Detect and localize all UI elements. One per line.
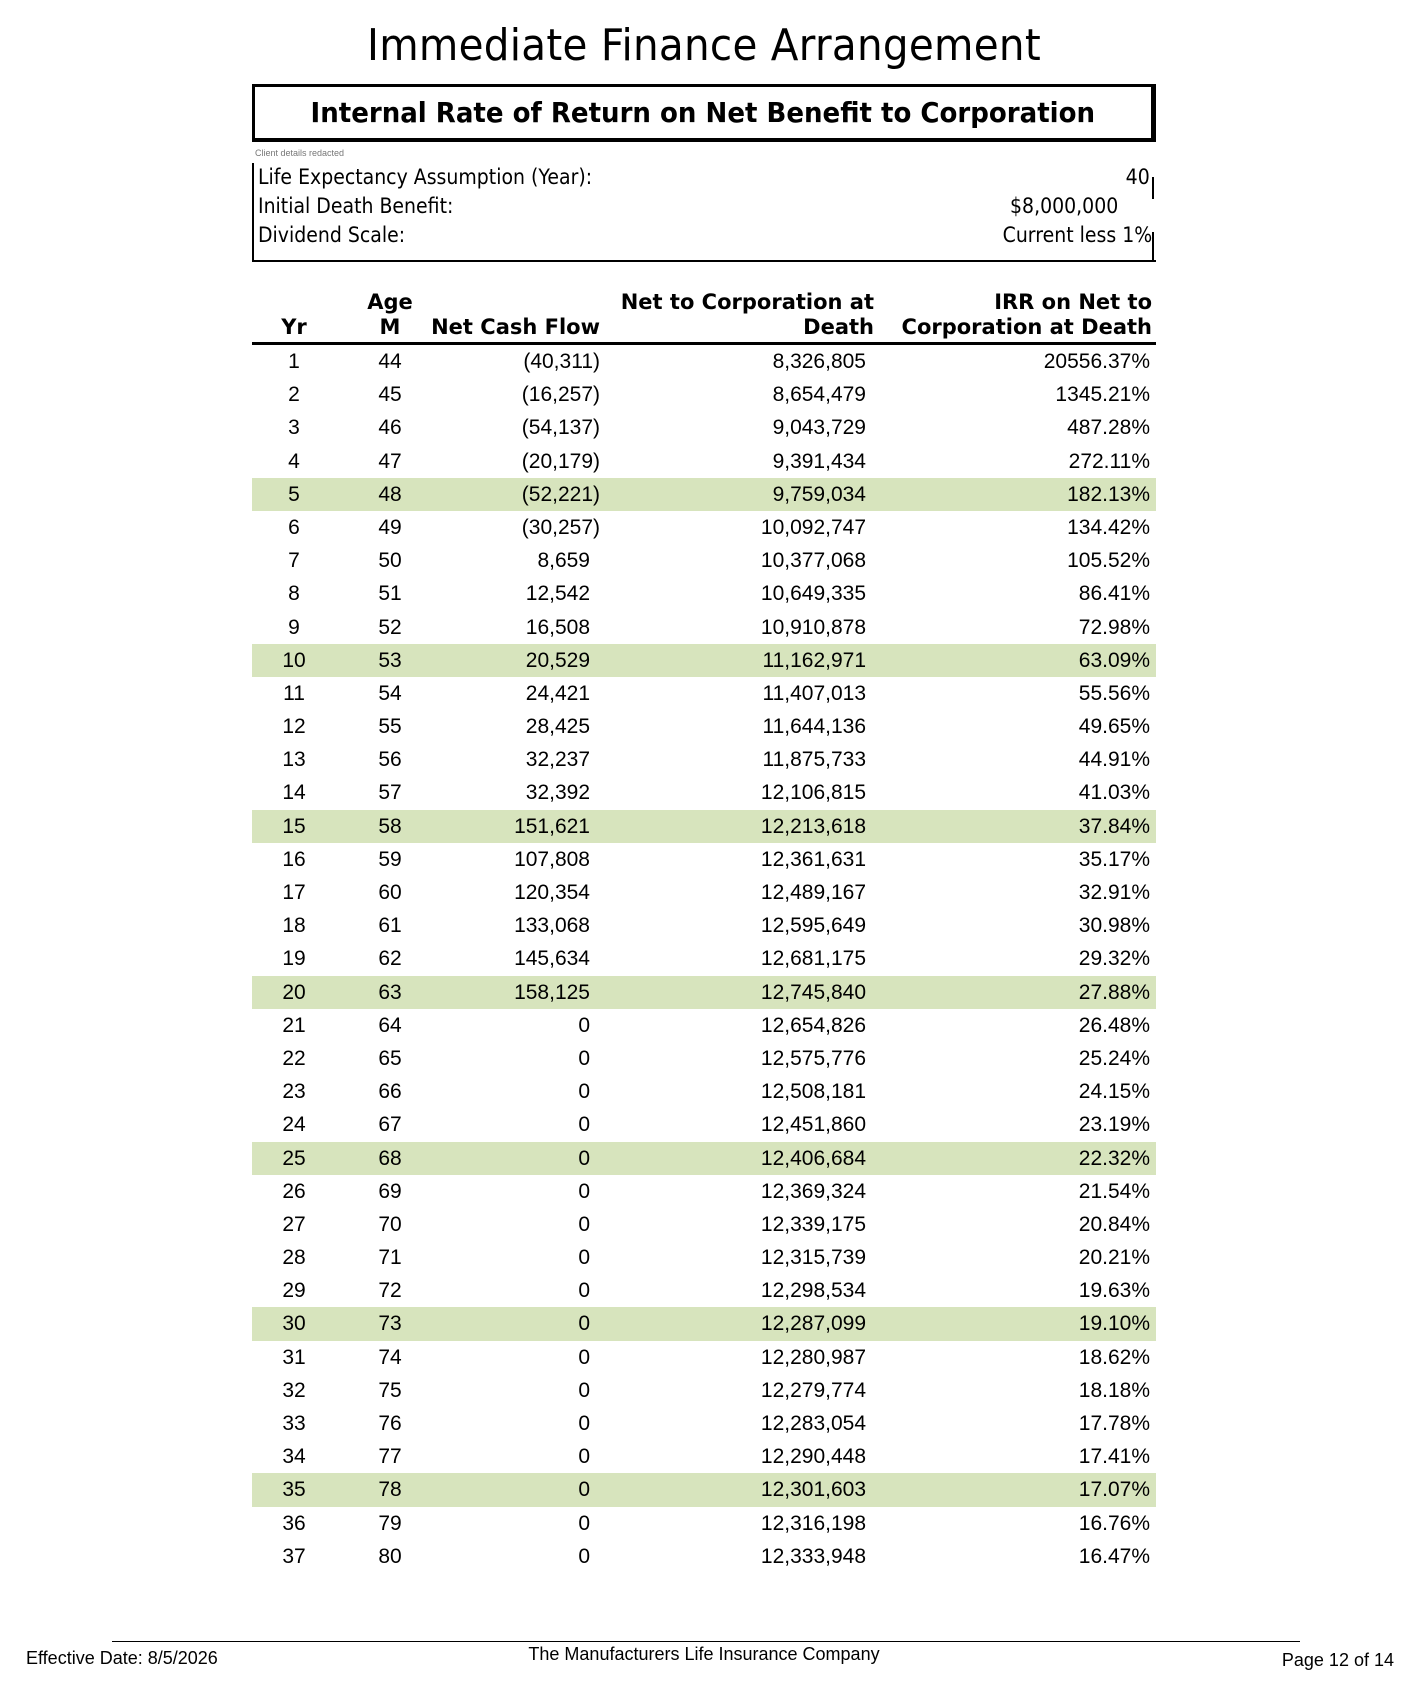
cell-irr: 29.32% [1078,947,1150,971]
cell-net-to-corporation: 12,369,324 [760,1179,866,1203]
cell-net-to-corporation: 12,301,603 [760,1478,866,1502]
cell-yr: 24 [282,1113,306,1137]
page-title: Immediate Finance Arrangement [366,20,1042,71]
cell-net-to-corporation: 8,654,479 [772,383,866,407]
cell-yr: 5 [288,482,300,506]
table-row [252,810,1156,843]
cell-age: 48 [378,482,402,506]
cell-irr: 30.98% [1078,914,1150,938]
cell-yr: 36 [282,1511,306,1535]
table-row [252,644,1156,677]
cell-irr: 35.17% [1078,847,1150,871]
cell-net-cash-flow: 0 [578,1544,590,1568]
cell-net-cash-flow: 24,421 [525,681,590,705]
column-header-irr [902,290,1152,340]
table-row [252,1374,1156,1407]
table-row [252,1507,1156,1540]
table-row [252,942,1156,975]
table-row [252,577,1156,610]
cell-irr: 26.48% [1078,1013,1150,1037]
cell-age: 72 [378,1279,402,1303]
assumption-value: $8,000,000 [1009,194,1118,218]
table-row [252,976,1156,1009]
cell-irr: 16.47% [1078,1544,1150,1568]
cell-irr: 18.62% [1078,1345,1150,1369]
cell-net-to-corporation: 12,298,534 [760,1279,866,1303]
cell-net-to-corporation: 11,407,013 [762,681,866,705]
cell-age: 52 [378,615,402,639]
assumption-death-benefit [254,192,1156,221]
cell-age: 73 [378,1312,402,1336]
cell-yr: 3 [288,416,300,440]
cell-age: 68 [378,1146,402,1170]
cell-irr: 44.91% [1078,748,1150,772]
cell-net-to-corporation: 11,162,971 [762,648,866,672]
column-header-net-to-corporation [621,290,874,340]
cell-irr: 487.28% [1067,416,1150,440]
cell-yr: 19 [282,947,306,971]
cell-yr: 35 [282,1478,306,1502]
table-row [252,743,1156,776]
table-row [252,378,1156,411]
cell-irr: 55.56% [1078,681,1150,705]
assumption-label: Dividend Scale: [258,223,406,247]
assumption-divider [1152,177,1154,199]
table-row [252,1175,1156,1208]
table-row [252,1042,1156,1075]
cell-net-cash-flow: 107,808 [514,847,590,871]
cell-age: 64 [378,1013,402,1037]
table-header [252,280,1156,345]
report-title-box [252,84,1156,142]
cell-net-cash-flow: (54,137) [521,416,600,440]
cell-net-to-corporation: 12,283,054 [760,1412,866,1435]
assumption-label: Initial Death Benefit: [258,194,454,218]
cell-irr: 17.78% [1078,1412,1150,1435]
cell-net-cash-flow: 0 [578,1246,590,1270]
cell-age: 70 [378,1212,402,1236]
table-row [252,1540,1156,1573]
cell-irr: 20.84% [1078,1212,1150,1236]
cell-net-to-corporation: 12,106,815 [760,781,866,805]
cell-irr: 23.19% [1078,1113,1150,1137]
footer-page-number: Page 12 of 14 [1281,1650,1394,1670]
cell-yr: 17 [282,881,306,904]
cell-age: 61 [378,914,402,938]
table-row [252,1009,1156,1042]
cell-net-cash-flow: 0 [578,1080,590,1104]
cell-irr: 19.10% [1078,1312,1150,1336]
cell-net-to-corporation: 12,406,684 [760,1146,866,1170]
cell-yr: 33 [282,1412,306,1435]
table-row [252,1241,1156,1274]
cell-net-to-corporation: 12,508,181 [760,1080,866,1104]
cell-net-cash-flow: 0 [578,1511,590,1535]
cell-yr: 4 [288,449,300,473]
table-row [252,1208,1156,1241]
cell-age: 47 [378,449,402,473]
cell-net-to-corporation: 11,644,136 [762,715,866,739]
cell-irr: 63.09% [1078,648,1150,672]
cell-yr: 20 [282,980,306,1004]
cell-yr: 10 [282,648,306,672]
cell-yr: 11 [283,681,305,705]
table-row [252,1307,1156,1340]
cell-net-cash-flow: 12,542 [525,582,590,606]
cell-yr: 37 [282,1544,306,1568]
cell-age: 53 [378,648,402,672]
cell-yr: 14 [282,781,306,805]
cell-net-cash-flow: (30,257) [521,515,600,539]
cell-yr: 9 [288,615,300,639]
cell-net-cash-flow: (20,179) [521,449,600,473]
table-row [252,1142,1156,1175]
cell-net-cash-flow: 133,068 [514,914,590,938]
cell-age: 45 [378,383,402,407]
column-header-ntc-top: Net to Corporation at [620,290,874,314]
cell-net-to-corporation: 9,391,434 [772,449,866,473]
cell-yr: 13 [282,748,306,772]
cell-age: 46 [378,416,402,440]
cell-net-cash-flow: 0 [578,1378,590,1402]
cell-net-to-corporation: 12,595,649 [760,914,866,938]
cell-age: 79 [378,1511,402,1535]
cell-net-cash-flow: 0 [578,1013,590,1037]
cell-net-to-corporation: 12,654,826 [760,1013,866,1037]
cell-age: 80 [378,1544,402,1568]
cell-age: 62 [378,947,402,971]
cell-net-cash-flow: 0 [578,1113,590,1137]
cell-net-to-corporation: 12,279,774 [760,1378,866,1402]
cell-irr: 21.54% [1078,1179,1150,1203]
cell-net-to-corporation: 12,315,739 [760,1246,866,1270]
cell-age: 51 [378,582,402,606]
assumption-life-expectancy [254,163,1156,192]
cell-net-to-corporation: 12,316,198 [760,1511,866,1535]
cell-yr: 12 [282,715,306,739]
cell-irr: 72.98% [1078,615,1150,639]
cell-yr: 25 [282,1146,306,1170]
cell-irr: 105.52% [1067,549,1150,573]
cell-irr: 22.32% [1078,1146,1150,1170]
cell-net-cash-flow: 0 [578,1046,590,1070]
cell-yr: 28 [282,1246,306,1270]
cell-net-to-corporation: 12,339,175 [760,1212,866,1236]
cell-age: 75 [378,1378,402,1402]
footer-effective-date: Effective Date: 8/5/2026 [26,1648,218,1668]
cell-net-cash-flow: 151,621 [514,814,590,838]
cell-irr: 272.11% [1068,449,1150,473]
cell-yr: 8 [288,582,300,606]
cell-irr: 32.91% [1078,881,1150,904]
report-title: Internal Rate of Return on Net Benefit to Corporation [310,96,1096,129]
cell-irr: 49.65% [1078,715,1150,739]
cell-net-cash-flow: 20,529 [525,648,590,672]
client-note: Client details redacted [255,148,345,158]
table-row [252,776,1156,809]
cell-net-cash-flow: (52,221) [521,482,600,506]
cell-irr: 37.84% [1078,814,1150,838]
cell-age: 71 [378,1246,402,1270]
cell-net-cash-flow: 8,659 [537,549,590,573]
cell-yr: 15 [282,814,306,838]
cell-net-cash-flow: 0 [578,1212,590,1236]
table-row [252,611,1156,644]
column-header-age-bottom: M [379,315,401,339]
cell-net-to-corporation: 12,213,618 [760,814,866,838]
cell-age: 65 [378,1046,402,1070]
cell-yr: 16 [282,847,306,871]
cell-yr: 34 [282,1445,306,1469]
cell-yr: 23 [282,1080,306,1104]
column-header-net-cash-flow: Net Cash Flow [431,315,600,339]
cell-yr: 7 [288,549,300,573]
cell-age: 59 [378,847,402,871]
cell-age: 58 [378,814,402,838]
cell-yr: 1 [288,350,300,373]
table-row [252,1473,1156,1506]
column-header-yr: Yr [281,315,307,339]
column-header-ntc-bottom: Death [803,315,874,339]
cell-net-cash-flow: (40,311) [523,350,600,373]
cell-net-cash-flow: 32,392 [525,781,590,805]
cell-net-to-corporation: 12,489,167 [760,881,866,904]
cell-age: 55 [378,715,402,739]
table-row [252,478,1156,511]
cell-yr: 6 [288,515,300,539]
cell-net-cash-flow: 0 [578,1412,590,1435]
cell-net-cash-flow: 0 [578,1445,590,1469]
cell-net-to-corporation: 12,290,448 [760,1445,866,1469]
cell-net-to-corporation: 12,451,860 [760,1113,866,1137]
table-row [252,511,1156,544]
cell-net-cash-flow: 28,425 [525,715,590,739]
cell-net-to-corporation: 10,910,878 [760,615,866,639]
column-header-irr-bottom: Corporation at Death [901,315,1152,339]
cell-irr: 17.07% [1078,1478,1150,1502]
cell-age: 76 [378,1412,402,1435]
cell-net-cash-flow: 0 [578,1478,590,1502]
assumption-dividend-scale [254,221,1156,250]
cell-net-cash-flow: 16,508 [525,615,590,639]
cell-net-to-corporation: 12,287,099 [760,1312,866,1336]
cell-age: 69 [378,1179,402,1203]
cell-irr: 27.88% [1078,980,1150,1004]
cell-net-cash-flow: 32,237 [525,748,590,772]
cell-net-cash-flow: 145,634 [514,947,590,971]
cell-yr: 18 [282,914,306,938]
cell-age: 44 [378,350,402,373]
cell-net-cash-flow: 0 [578,1179,590,1203]
cell-age: 60 [378,881,402,904]
cell-net-cash-flow: 0 [578,1146,590,1170]
table-row [252,909,1156,942]
table-row [252,445,1156,478]
table-row [252,876,1156,909]
table-row [252,1407,1156,1440]
cell-yr: 30 [282,1312,306,1336]
footer-divider [112,1641,1300,1642]
cell-net-to-corporation: 10,092,747 [760,515,866,539]
table-row [252,843,1156,876]
cell-irr: 16.76% [1078,1511,1150,1535]
cell-net-cash-flow: 158,125 [514,980,590,1004]
cell-net-to-corporation: 10,377,068 [760,549,866,573]
cell-irr: 20.21% [1078,1246,1150,1270]
cell-net-to-corporation: 11,875,733 [762,748,866,772]
cell-net-to-corporation: 12,575,776 [760,1046,866,1070]
table-row [252,1274,1156,1307]
cell-yr: 26 [282,1179,306,1203]
cell-yr: 2 [288,383,300,407]
cell-age: 66 [378,1080,402,1104]
cell-age: 56 [378,748,402,772]
cell-net-to-corporation: 12,681,175 [760,947,866,971]
assumption-divider [1152,232,1154,262]
cell-irr: 18.18% [1078,1378,1150,1402]
cell-net-to-corporation: 8,326,805 [772,350,866,373]
cell-net-cash-flow: 0 [578,1345,590,1369]
cell-age: 74 [378,1345,402,1369]
table-row [252,677,1156,710]
cell-yr: 21 [282,1013,306,1037]
cell-age: 63 [378,980,402,1004]
cell-age: 57 [378,781,402,805]
cell-yr: 31 [282,1345,306,1369]
cell-age: 49 [378,515,402,539]
cell-net-cash-flow: 120,354 [514,881,590,904]
cell-irr: 41.03% [1078,781,1150,805]
cell-net-to-corporation: 12,361,631 [760,847,866,871]
cell-irr: 19.63% [1078,1279,1150,1303]
cell-irr: 134.42% [1067,515,1150,539]
cell-age: 54 [378,681,402,705]
cell-net-to-corporation: 10,649,335 [760,582,866,606]
cell-net-cash-flow: 0 [578,1279,590,1303]
table-row [252,1108,1156,1141]
table-row [252,544,1156,577]
column-header-age [342,290,438,340]
cell-irr: 25.24% [1078,1046,1150,1070]
cell-net-to-corporation: 9,043,729 [772,416,866,440]
cell-yr: 32 [282,1378,306,1402]
table-row [252,1075,1156,1108]
cell-irr: 20556.37% [1043,350,1150,373]
cell-net-to-corporation: 12,333,948 [760,1544,866,1568]
column-header-irr-top: IRR on Net to [994,290,1152,314]
cell-net-to-corporation: 9,759,034 [772,482,866,506]
cell-net-to-corporation: 12,280,987 [760,1345,866,1369]
table-row [252,1341,1156,1374]
table-row [252,345,1156,378]
cell-age: 78 [378,1478,402,1502]
cell-irr: 1345.21% [1055,383,1150,407]
column-header-age-top: Age [367,290,413,314]
cell-yr: 29 [282,1279,306,1303]
footer-company: The Manufacturers Life Insurance Company [528,1644,880,1664]
cell-age: 77 [378,1445,402,1469]
cell-yr: 27 [282,1212,306,1236]
cell-irr: 17.41% [1078,1445,1150,1469]
cell-net-cash-flow: 0 [578,1312,590,1336]
cell-net-to-corporation: 12,745,840 [760,980,866,1004]
cell-irr: 24.15% [1078,1080,1150,1104]
cell-irr: 86.41% [1078,582,1150,606]
table-row [252,710,1156,743]
assumptions-panel [252,163,1156,262]
assumption-value: Current less 1% [1002,223,1152,247]
cell-age: 67 [378,1113,402,1137]
cell-yr: 22 [282,1046,306,1070]
cell-irr: 182.13% [1067,482,1150,506]
table-row [252,1440,1156,1473]
table-row [252,411,1156,444]
table-body [252,345,1156,1573]
assumption-label: Life Expectancy Assumption (Year): [258,165,593,189]
assumption-value: 40 [1125,165,1150,189]
cell-age: 50 [378,549,402,573]
cell-net-cash-flow: (16,257) [521,383,600,407]
